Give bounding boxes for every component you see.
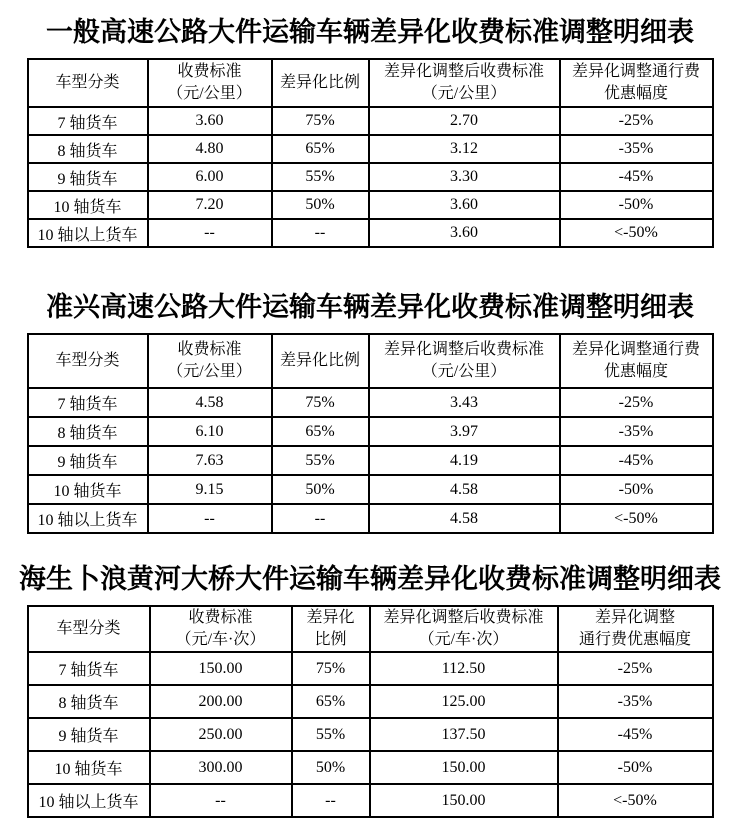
cell-vehicle-class: 10 轴货车 [28, 191, 148, 219]
cell-ratio: 75% [272, 107, 369, 135]
table-row [28, 163, 713, 191]
header-line: 差异化调整后收费标准 [383, 609, 544, 626]
header-line: 车型分类 [56, 620, 121, 637]
cell-vehicle-class: 7 轴货车 [28, 107, 148, 135]
cell-discount: -45% [558, 718, 713, 751]
cell-base-rate: 250.00 [150, 718, 292, 751]
header-differential-ratio [272, 334, 369, 388]
header-line: （元/车·次） [175, 631, 266, 648]
header-base-rate [148, 59, 272, 107]
cell-adjusted-rate: 4.58 [369, 475, 560, 504]
header-line: （元/车·次） [418, 631, 509, 648]
header-vehicle-class [28, 59, 148, 107]
cell-base-rate: 3.60 [148, 107, 272, 135]
section-zhunxing-expressway [0, 290, 740, 534]
cell-base-rate: 6.10 [148, 417, 272, 446]
cell-discount: <-50% [560, 219, 713, 247]
table-row [28, 135, 713, 163]
header-discount-range [560, 59, 713, 107]
table-row [28, 718, 713, 751]
header-differential-ratio [292, 606, 370, 652]
header-line: 差异化调整 [594, 609, 675, 626]
table-row [28, 504, 713, 533]
cell-discount: -35% [560, 417, 713, 446]
table-row [28, 475, 713, 504]
cell-base-rate: -- [150, 784, 292, 817]
header-line: 优惠幅度 [603, 85, 668, 102]
cell-discount: -50% [560, 191, 713, 219]
table-header-row [28, 334, 713, 388]
cell-ratio: 65% [272, 417, 369, 446]
table-row [28, 784, 713, 817]
cell-adjusted-rate: 125.00 [370, 685, 558, 718]
table-row [28, 751, 713, 784]
table-header-row [28, 59, 713, 107]
cell-vehicle-class: 10 轴以上货车 [28, 784, 150, 817]
cell-discount: -35% [560, 135, 713, 163]
cell-discount: -35% [558, 685, 713, 718]
cell-vehicle-class: 10 轴货车 [28, 475, 148, 504]
cell-adjusted-rate: 3.60 [369, 191, 560, 219]
cell-vehicle-class: 7 轴货车 [28, 652, 150, 685]
header-line: 差异化调整后收费标准 [383, 63, 544, 80]
header-line: 差异化比例 [279, 74, 360, 91]
cell-adjusted-rate: 4.19 [369, 446, 560, 475]
cell-adjusted-rate: 137.50 [370, 718, 558, 751]
cell-adjusted-rate: 3.60 [369, 219, 560, 247]
cell-vehicle-class: 9 轴货车 [28, 446, 148, 475]
header-line: （元/公里） [421, 85, 507, 102]
header-line: 优惠幅度 [603, 363, 668, 380]
cell-ratio: 55% [272, 446, 369, 475]
table-header-row [28, 606, 713, 652]
table-row [28, 685, 713, 718]
header-line: 车型分类 [55, 74, 120, 91]
section-general-expressway [0, 15, 740, 248]
cell-discount: -25% [560, 107, 713, 135]
cell-ratio: 50% [272, 475, 369, 504]
header-line: 通行费优惠幅度 [578, 631, 691, 648]
cell-discount: -25% [558, 652, 713, 685]
header-line: 收费标准 [177, 341, 242, 358]
cell-vehicle-class: 10 轴货车 [28, 751, 150, 784]
cell-adjusted-rate: 3.97 [369, 417, 560, 446]
cell-base-rate: -- [148, 219, 272, 247]
cell-ratio: 75% [272, 388, 369, 417]
header-line: 收费标准 [188, 609, 253, 626]
cell-discount: <-50% [558, 784, 713, 817]
cell-ratio: -- [292, 784, 370, 817]
cell-vehicle-class: 9 轴货车 [28, 718, 150, 751]
header-line: （元/公里） [167, 363, 252, 380]
header-line: 差异化 [306, 609, 355, 626]
table-title: 海生卜浪黄河大桥大件运输车辆差异化收费标准调整明细表 [19, 564, 721, 594]
cell-adjusted-rate: 3.43 [369, 388, 560, 417]
header-adjusted-rate [370, 606, 558, 652]
header-vehicle-class [28, 606, 150, 652]
header-line: 差异化比例 [279, 352, 360, 369]
cell-vehicle-class: 10 轴以上货车 [28, 219, 148, 247]
cell-vehicle-class: 8 轴货车 [28, 685, 150, 718]
header-line: 比例 [314, 631, 347, 648]
cell-discount: -25% [560, 388, 713, 417]
cell-ratio: 65% [272, 135, 369, 163]
cell-base-rate: 4.80 [148, 135, 272, 163]
cell-discount: -50% [558, 751, 713, 784]
table-row [28, 388, 713, 417]
cell-vehicle-class: 8 轴货车 [28, 417, 148, 446]
header-line: 差异化调整通行费 [571, 63, 700, 80]
cell-ratio: -- [272, 504, 369, 533]
cell-discount: -50% [560, 475, 713, 504]
cell-base-rate: 4.58 [148, 388, 272, 417]
cell-base-rate: 6.00 [148, 163, 272, 191]
header-line: （元/公里） [421, 363, 507, 380]
cell-ratio: 50% [292, 751, 370, 784]
header-adjusted-rate [369, 334, 560, 388]
header-vehicle-class [28, 334, 148, 388]
cell-vehicle-class: 9 轴货车 [28, 163, 148, 191]
toll-table-bridge [27, 605, 714, 818]
cell-vehicle-class: 8 轴货车 [28, 135, 148, 163]
header-line: 收费标准 [177, 63, 242, 80]
table-row [28, 652, 713, 685]
cell-base-rate: -- [148, 504, 272, 533]
cell-base-rate: 9.15 [148, 475, 272, 504]
table-row [28, 107, 713, 135]
toll-table-general [27, 58, 714, 248]
header-line: 差异化调整通行费 [571, 341, 700, 358]
cell-adjusted-rate: 150.00 [370, 751, 558, 784]
cell-ratio: 55% [272, 163, 369, 191]
cell-base-rate: 200.00 [150, 685, 292, 718]
table-title: 准兴高速公路大件运输车辆差异化收费标准调整明细表 [46, 292, 694, 322]
cell-adjusted-rate: 3.30 [369, 163, 560, 191]
header-adjusted-rate [369, 59, 560, 107]
cell-adjusted-rate: 4.58 [369, 504, 560, 533]
header-base-rate [150, 606, 292, 652]
cell-ratio: 50% [272, 191, 369, 219]
cell-adjusted-rate: 112.50 [370, 652, 558, 685]
cell-ratio: 65% [292, 685, 370, 718]
table-row [28, 191, 713, 219]
cell-adjusted-rate: 3.12 [369, 135, 560, 163]
cell-vehicle-class: 10 轴以上货车 [28, 504, 148, 533]
header-discount-range [558, 606, 713, 652]
section-haisheng-bolang-bridge [0, 562, 740, 818]
header-discount-range [560, 334, 713, 388]
cell-base-rate: 7.20 [148, 191, 272, 219]
cell-discount: -45% [560, 446, 713, 475]
header-base-rate [148, 334, 272, 388]
table-row [28, 219, 713, 247]
cell-base-rate: 7.63 [148, 446, 272, 475]
header-line: 车型分类 [55, 352, 120, 369]
cell-ratio: -- [272, 219, 369, 247]
cell-base-rate: 150.00 [150, 652, 292, 685]
table-title: 一般高速公路大件运输车辆差异化收费标准调整明细表 [46, 17, 694, 47]
header-line: （元/公里） [167, 85, 252, 102]
cell-discount: <-50% [560, 504, 713, 533]
cell-adjusted-rate: 2.70 [369, 107, 560, 135]
table-row [28, 446, 713, 475]
header-line: 差异化调整后收费标准 [383, 341, 544, 358]
table-row [28, 417, 713, 446]
cell-discount: -45% [560, 163, 713, 191]
cell-ratio: 75% [292, 652, 370, 685]
cell-vehicle-class: 7 轴货车 [28, 388, 148, 417]
toll-table-zhunxing [27, 333, 714, 534]
cell-adjusted-rate: 150.00 [370, 784, 558, 817]
cell-ratio: 55% [292, 718, 370, 751]
header-differential-ratio [272, 59, 369, 107]
cell-base-rate: 300.00 [150, 751, 292, 784]
